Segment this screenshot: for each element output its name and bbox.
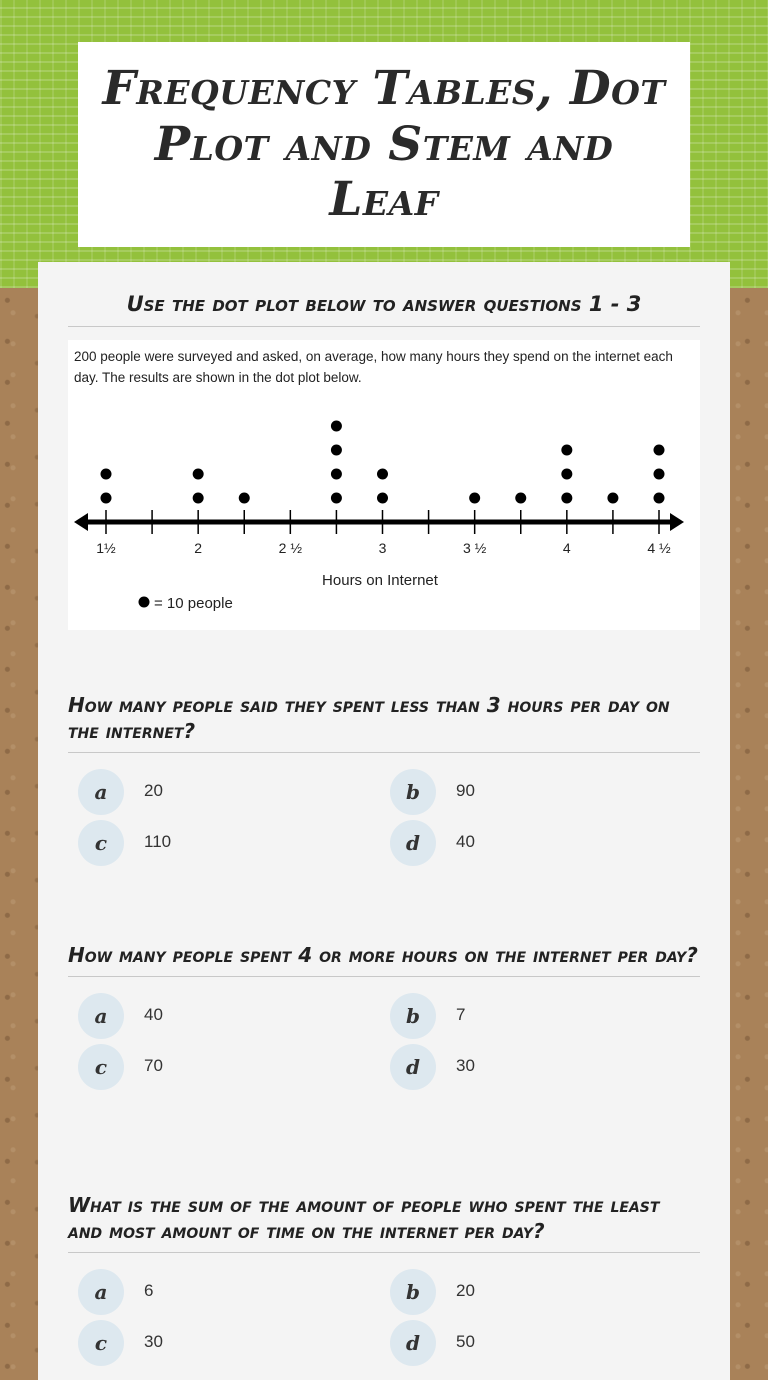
option-value: 40 — [456, 832, 475, 851]
x-axis-label: Hours on Internet — [322, 572, 438, 589]
option-value: 30 — [456, 1056, 475, 1075]
plot-dot — [561, 469, 572, 480]
plot-dot — [193, 493, 204, 504]
option-value: 70 — [144, 1056, 163, 1075]
option-letter-badge: b — [390, 769, 436, 815]
option-b[interactable] — [380, 993, 680, 1041]
option-letter-badge: a — [78, 993, 124, 1039]
dot-plot-chart — [68, 340, 700, 630]
plot-dot — [654, 445, 665, 456]
legend-text: = 10 people — [154, 595, 233, 612]
option-letter-badge: c — [78, 1044, 124, 1090]
plot-dot — [561, 445, 572, 456]
option-a[interactable] — [68, 769, 368, 817]
option-b[interactable] — [380, 769, 680, 817]
option-value: 40 — [144, 1005, 163, 1024]
worksheet-sheet — [38, 262, 730, 1380]
option-a[interactable] — [68, 993, 368, 1041]
question-1 — [68, 692, 700, 869]
option-letter-badge: b — [390, 1269, 436, 1315]
option-c[interactable] — [68, 820, 368, 868]
question-text: How many people spent 4 or more hours on the internet per day? — [68, 942, 700, 977]
option-value: 6 — [144, 1281, 154, 1300]
plot-dot — [561, 493, 572, 504]
question-text: What is the sum of the amount of people who spent the least and most amount of time on the internet per day? — [68, 1192, 700, 1253]
tick-label: 2 — [194, 540, 203, 556]
option-value: 7 — [456, 1005, 466, 1024]
left-arrow-icon — [74, 513, 88, 531]
answer-options — [68, 993, 700, 1093]
plot-dot — [101, 493, 112, 504]
question-3 — [68, 1192, 700, 1369]
plot-dot — [377, 493, 388, 504]
tick-label: 3 — [378, 540, 387, 556]
option-letter-badge: c — [78, 820, 124, 866]
tick-label: 4 ½ — [647, 540, 671, 556]
option-b[interactable] — [380, 1269, 680, 1317]
option-letter-badge: a — [78, 769, 124, 815]
option-letter-badge: a — [78, 1269, 124, 1315]
option-value: 20 — [456, 1281, 475, 1300]
plot-dot — [331, 469, 342, 480]
plot-dot — [377, 469, 388, 480]
tick-label: 2 ½ — [278, 540, 303, 556]
option-value: 110 — [144, 832, 172, 851]
tick-label: 3 ½ — [462, 540, 487, 556]
title-box — [78, 42, 690, 247]
dot-plot-figure — [68, 340, 700, 630]
option-letter-badge: d — [390, 1320, 436, 1366]
right-arrow-icon — [670, 513, 684, 531]
option-d[interactable] — [380, 820, 680, 868]
answer-options — [68, 769, 700, 869]
option-letter-badge: c — [78, 1320, 124, 1366]
option-d[interactable] — [380, 1044, 680, 1092]
question-text: How many people said they spent less than 3 hours per day on the internet? — [68, 692, 700, 753]
option-letter-badge: d — [390, 820, 436, 866]
plot-dot — [331, 493, 342, 504]
worksheet-title: Frequency Tables, Dot Plot and Stem and Leaf — [102, 61, 666, 228]
plot-dot — [193, 469, 204, 480]
tick-label: 4 — [562, 540, 571, 556]
plot-dot — [607, 493, 618, 504]
question-2 — [68, 942, 700, 1093]
instructions-heading: Use the dot plot below to answer questions 1 - 3 — [68, 292, 700, 327]
answer-options — [68, 1269, 700, 1369]
option-d[interactable] — [380, 1320, 680, 1368]
plot-dot — [469, 493, 480, 504]
option-value: 30 — [144, 1332, 163, 1351]
legend-dot-icon — [139, 597, 150, 608]
option-value: 90 — [456, 781, 475, 800]
plot-dot — [654, 493, 665, 504]
option-c[interactable] — [68, 1044, 368, 1092]
option-c[interactable] — [68, 1320, 368, 1368]
plot-dot — [331, 445, 342, 456]
option-letter-badge: d — [390, 1044, 436, 1090]
plot-dot — [239, 493, 250, 504]
figure-description: 200 people were surveyed and asked, on average, how many hours they spend on the internet each day. The results are shown in the dot plot below. — [74, 349, 673, 385]
option-value: 50 — [456, 1332, 475, 1351]
tick-label: 1½ — [96, 540, 116, 556]
option-value: 20 — [144, 781, 163, 800]
plot-dot — [654, 469, 665, 480]
plot-dot — [331, 421, 342, 432]
option-letter-badge: b — [390, 993, 436, 1039]
plot-dot — [515, 493, 526, 504]
plot-dot — [101, 469, 112, 480]
option-a[interactable] — [68, 1269, 368, 1317]
